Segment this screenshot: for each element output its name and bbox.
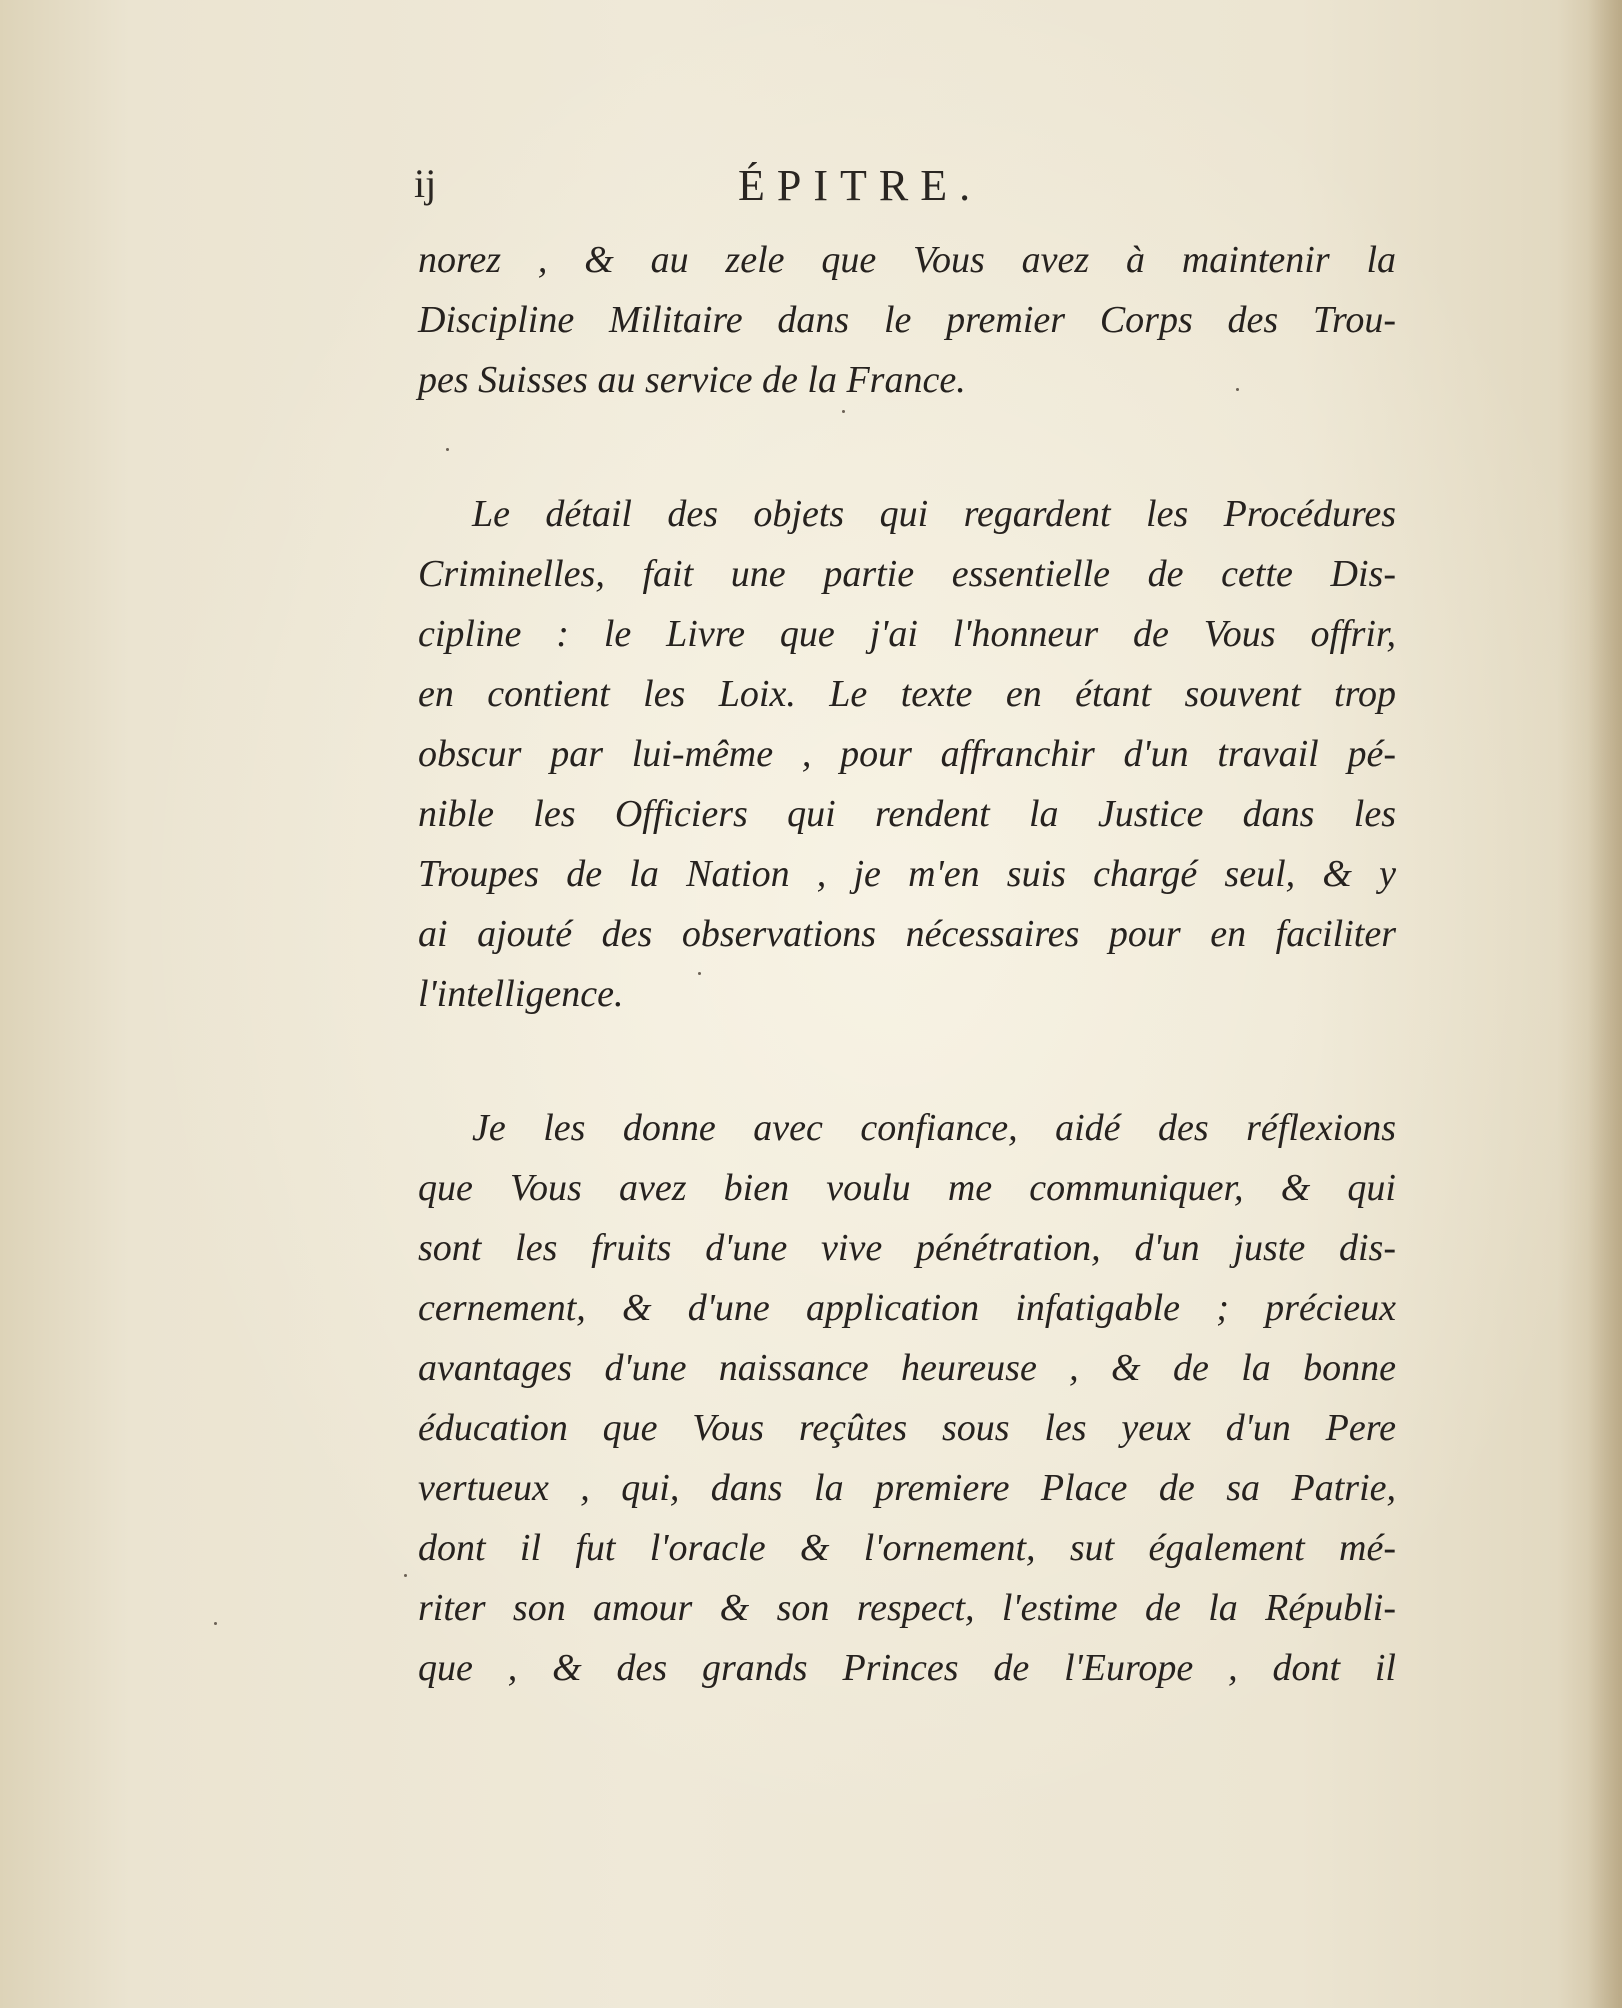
text-line: Criminelles, fait une partie essentielle de cette Dis- — [418, 553, 1396, 595]
text-line: riter son amour & son respect, l'estime de la Républi- — [418, 1587, 1396, 1629]
text-line: cernement, & d'une application infatigable ; précieux — [418, 1287, 1396, 1329]
text-line: avantages d'une naissance heureuse , & de la bonne — [418, 1347, 1396, 1389]
paper-speck — [1236, 388, 1239, 391]
text-line: Troupes de la Nation , je m'en suis chargé seul, & y — [418, 853, 1396, 895]
page-number: ij — [414, 161, 437, 206]
body-text — [418, 230, 1396, 1698]
text-line: que Vous avez bien voulu me communiquer, & qui — [418, 1167, 1396, 1209]
paragraph-2 — [418, 484, 1396, 1024]
text-line: nible les Officiers qui rendent la Justice dans les — [418, 793, 1396, 835]
text-line: cipline : le Livre que j'ai l'honneur de Vous offrir, — [418, 613, 1396, 655]
text-line: vertueux , qui, dans la premiere Place de sa Patrie, — [418, 1467, 1396, 1509]
page-header — [0, 160, 1622, 220]
paragraph-3 — [418, 1098, 1396, 1698]
text-line: l'intelligence. — [418, 973, 624, 1015]
paper-speck — [404, 1574, 407, 1577]
text-line: éducation que Vous reçûtes sous les yeux d'un Pere — [418, 1407, 1396, 1449]
paper-speck — [446, 448, 449, 451]
text-line: sont les fruits d'une vive pénétration, d'un juste dis- — [418, 1227, 1396, 1269]
paper-speck — [214, 1622, 217, 1625]
running-title: ÉPITRE. — [738, 161, 983, 210]
paragraph-gap — [418, 1024, 1396, 1098]
text-line: en contient les Loix. Le texte en étant souvent trop — [418, 673, 1396, 715]
paper-speck — [842, 410, 845, 413]
text-line: dont il fut l'oracle & l'ornement, sut également mé- — [418, 1527, 1396, 1569]
text-line: pes Suisses au service de la France. — [418, 359, 966, 401]
paper-speck — [698, 972, 701, 975]
paragraph-1 — [418, 230, 1396, 410]
text-line: Le détail des objets qui regardent les Procédures — [472, 493, 1396, 535]
paragraph-gap — [418, 410, 1396, 484]
text-line: obscur par lui-même , pour affranchir d'un travail pé- — [418, 733, 1396, 775]
text-line: Je les donne avec confiance, aidé des réflexions — [472, 1107, 1396, 1149]
text-line: Discipline Militaire dans le premier Corps des Trou- — [418, 299, 1396, 341]
text-line: que , & des grands Princes de l'Europe , dont il — [418, 1647, 1396, 1689]
text-line: norez , & au zele que Vous avez à maintenir la — [418, 239, 1396, 281]
text-line: ai ajouté des observations nécessaires pour en faciliter — [418, 913, 1396, 955]
